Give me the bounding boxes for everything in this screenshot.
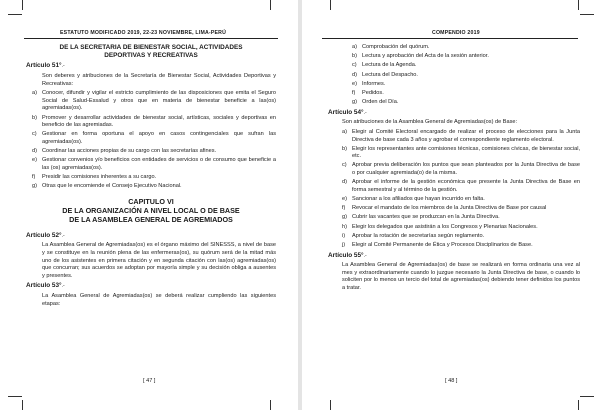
right-header-rule: [322, 38, 578, 39]
list-item: [352, 53, 580, 61]
list-item: [342, 224, 580, 232]
article-53-label: [26, 282, 276, 291]
list-item-text: Aprobar la rotación de secretarías según reglamento.: [352, 232, 485, 239]
list-item: [352, 44, 580, 52]
list-item-label: a): [352, 44, 357, 50]
list-item-text: Elegir los representantes ante comisiones técnicas, comisiones cívicas, de bienestar social, etc.: [352, 145, 580, 160]
article-number: Artículo 55°: [328, 251, 364, 259]
list-item-text: Conocer, difundir y vigilar el estricto cumplimiento de las disposiciones que emita el Seguro Social de Salud-Essalud y otros que en materia de bienestar beneficie a las(os) agremiadas(os).: [42, 90, 276, 112]
list-item-label: h): [342, 223, 347, 230]
list-item: [32, 90, 276, 113]
article-55-text: La Asamblea General de Agremiadas(os) de base se realizará en forma ordinaria una vez al mes y extraordinariamente cuando lo juzgue necesario la Junta Directiva de base, o cuando lo soliciten por lo menos un tercio del total de agremiadas(os) debiendo tener definidos los puntos a tratar.: [342, 262, 580, 291]
list-item: [342, 179, 580, 194]
article-52-text: La Asamblea General de Agremiadas(os) es el órgano máximo del SINESSS, a nivel de base y se constituye en la reunión plena de las enfermeras(os), su quórum será de la mitad más uno de los asistentes en primera citación y en segunda citación con las(os) agremiadas(os) que concurran; sus acuerdos se adoptan por mayoría simple y su decisión obliga a ausentes y presentes.: [42, 242, 276, 279]
left-body: [26, 44, 276, 310]
list-item-text: Presidir las comisiones inherentes a su cargo.: [42, 174, 157, 181]
list-item-text: Gestionar convenios y/o beneficios con entidades de servicios o de consumo que beneficie a las (os) agremiadas(os).: [42, 157, 276, 171]
list-item-label: a): [342, 128, 347, 135]
list-item-label: f): [32, 174, 36, 181]
right-body: [328, 44, 580, 295]
list-item: [32, 148, 276, 156]
article-54-list: [342, 129, 580, 250]
list-item-label: g): [32, 183, 37, 190]
left-header-rule: [24, 38, 278, 39]
list-item-label: d): [342, 179, 347, 186]
list-item-text: Gestionar en forma oportuna el apoyo en casos contingenciales que sufran las agremiadas(os).: [42, 131, 276, 145]
list-item-text: Revocar el mandato de los miembros de la Junta Directiva de Base por causal: [352, 205, 547, 212]
article-separator: .-: [363, 109, 367, 116]
list-item-text: Orden del Día.: [362, 99, 399, 106]
article-separator: .-: [363, 252, 367, 259]
article-51-intro: Son deberes y atribuciones de la Secretaría de Bienestar Social, Actividades Deportivas y Recreativas:: [42, 73, 276, 87]
list-item: [342, 146, 580, 161]
list-item-text: Lectura de la Agenda.: [362, 62, 417, 69]
list-item-text: Elegir al Comité Electoral encargado de realizar el proceso de elecciones para la Junta Directiva de base cada 3 años y agrobar el correspondiente reglamento electoral.: [352, 128, 580, 143]
list-item-text: Informes.: [362, 80, 386, 87]
article-55-label: [328, 252, 580, 261]
list-item-text: Otras que le encomiende el Consejo Ejecutivo Nacional.: [42, 183, 182, 190]
list-item-text: Coordinar las acciones propias de su cargo con las secretarías afines.: [42, 148, 217, 155]
list-item-label: e): [32, 157, 37, 164]
list-item: [352, 81, 580, 89]
list-item: [32, 157, 276, 172]
article-51-list: [32, 90, 276, 191]
list-item-text: Cubrir las vacantes que se produzcan en la Junta Directiva.: [352, 214, 500, 221]
list-item-label: g): [342, 214, 347, 221]
list-item-text: Lectura y aprobación del Acta de la sesión anterior.: [362, 53, 489, 60]
section-heading-line: DEPORTIVAS Y RECREATIVAS: [104, 52, 198, 60]
list-item: [342, 162, 580, 177]
article-number: Artículo 52°: [26, 231, 62, 239]
chapter-subtitle: DE LA ASAMBLEA GENERAL DE AGREMIADOS: [69, 214, 233, 224]
list-item: [32, 183, 276, 191]
left-page: [0, 0, 298, 410]
section-heading: [26, 44, 276, 60]
list-item: [352, 90, 580, 98]
list-item-text: Elegir al Comité Permanente de Ética y Procesos Disciplinarios de Base.: [352, 241, 533, 248]
list-item-label: b): [32, 114, 37, 121]
list-item-label: a): [32, 90, 37, 97]
list-item-label: i): [342, 232, 346, 239]
list-item-label: j): [342, 241, 346, 248]
list-item-text: Promover y desarrollar actividades de bienestar social, artísticas, sociales y deportivas en beneficio de las agremiadas.: [42, 114, 276, 129]
list-item: [342, 233, 580, 241]
agenda-list: [352, 44, 580, 107]
list-item-label: d): [32, 148, 37, 155]
list-item: [32, 174, 276, 182]
list-item: [32, 115, 276, 130]
list-item: [342, 242, 580, 250]
section-heading-line: DE LA SECRETARIA DE BIENESTAR SOCIAL, ACTIVIDADES: [59, 44, 243, 51]
right-page-number: [ 48 ]: [445, 378, 458, 384]
list-item-label: g): [352, 99, 357, 106]
list-item-label: f): [342, 205, 346, 212]
list-item-text: Aprobar el informe de la gestión económica que presente la Junta Directiva de Base en forma semestral y al término de la gestión.: [352, 179, 580, 193]
list-item-label: d): [352, 71, 357, 78]
list-item-label: e): [352, 80, 357, 87]
article-number: Artículo 51°: [26, 62, 62, 70]
chapter-title: CAPITULO VI: [128, 196, 174, 206]
list-item-label: c): [352, 62, 357, 69]
list-item-label: b): [342, 145, 347, 152]
list-item: [342, 129, 580, 144]
article-separator: .-: [61, 63, 65, 70]
list-item: [342, 196, 580, 204]
list-item: [352, 62, 580, 70]
article-number: Artículo 54°: [328, 108, 364, 116]
list-item: [352, 99, 580, 107]
left-page-number: [ 47 ]: [143, 378, 156, 384]
list-item-label: e): [342, 196, 347, 203]
article-number: Artículo 53°: [26, 282, 62, 290]
article-separator: .-: [61, 283, 65, 290]
article-53-text: La Asamblea General de Agremiadas(os) se deberá realizar cumpliendo las siguientes etapas:: [42, 293, 276, 307]
article-51-label: [26, 62, 276, 71]
chapter-heading: [26, 197, 276, 224]
list-item: [32, 131, 276, 146]
list-item-label: f): [352, 89, 356, 96]
article-52-label: [26, 232, 276, 241]
list-item-label: b): [352, 53, 357, 60]
list-item-text: Elegir los delegados que asistirán a los Congresos y Plenarias Nacionales.: [352, 223, 538, 230]
list-item-text: Comprobación del quórum.: [362, 44, 430, 50]
list-item-text: Lectura del Despacho.: [362, 71, 418, 78]
list-item: [342, 214, 580, 222]
list-item-label: c): [342, 162, 347, 169]
list-item: [352, 72, 580, 80]
list-item-label: c): [32, 131, 37, 138]
right-running-head: COMPENDIO 2019: [432, 30, 480, 36]
list-item: [342, 205, 580, 213]
article-54-label: [328, 109, 580, 118]
chapter-subtitle: DE LA ORGANIZACIÓN A NIVEL LOCAL O DE BASE: [62, 205, 240, 215]
left-running-head: ESTATUTO MODIFICADO 2019, 22-23 NOVIEMBRE, LIMA-PERÚ: [60, 30, 227, 36]
article-separator: .-: [61, 232, 65, 239]
list-item-text: Aprobar previa deliberación los puntos que sean planteados por la Junta Directiva de base o por cualquier agremiada(o) de la misma.: [352, 162, 580, 177]
list-item-text: Sancionar a los afiliados que hayan incurrido en falta.: [352, 196, 485, 203]
list-item-text: Pedidos.: [362, 89, 384, 96]
right-page: [302, 0, 600, 410]
article-54-intro: Son atribuciones de la Asamblea General de Agremiadas(os) de Base:: [342, 119, 518, 126]
